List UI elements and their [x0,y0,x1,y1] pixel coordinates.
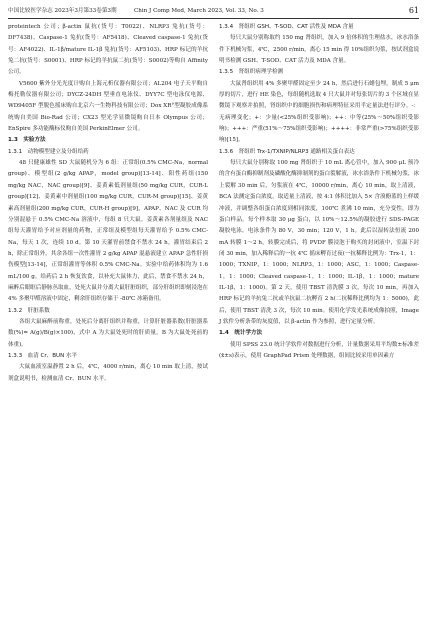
section-heading: 1.3.6 肾组织 Trx-1/TXNIP/NLRP3 通路相关蛋白表达 [219,148,355,155]
section-heading: 1.3.5 肾组织病理学检测 [219,69,284,76]
paragraph: 每只大鼠分别称取约 150 mg 肾组织，加入 9 倍体积的生理盐水，冰水浴条件下机械匀浆，4℃，2500 r/min，离心 15 min 得 10%组织匀浆，按试剂盒说明书检测 GSH、T-SOD、CAT 活力及 MDA 含量。 [219,35,419,65]
paragraph: 48 只健康雄性 SD 大鼠随机分为 6 组：正常组(0.5% CMC-Na，normal group)、模型组(2 g/kg APAP，model group)[13-14]、阳性药组(150 mg/kg NAC，NAC group)[9]、姜黄素低剂量组(50 mg/kg CUR，CUR-L group)[12]、姜黄素中剂量组(100 mg/kg CUR，CUR-M group)[15]、姜黄素高剂量组(200 mg/kg CUR，CUR-H group)[9]，APAP、NAC 及 CUR 均分别混悬于 0.5% CMC-Na 溶液中，每组 8 只大鼠。姜黄素各剂量组及 NAC 组每天灌胃给予对应剂量的药物，正常组及模型组每天灌胃给予 0.5% CMC-Na，每天 1 次，连续 10 d。第 10 天灌胃前禁食不禁水 24 h，灌胃结束后 2 h，除正常组外，其余各组一次性灌胃 2 g/kg APAP 混悬液建立 APAP 急性肝损伤模型[13-14]，正常组灌胃等体积 0.5% CMC-Na。实验中给药体积均为 1.6 mL/100 g。给药后 2 h 恢复饮食，以补充大鼠体力，此后，禁食不禁水 24 h，麻醉后眼眶后静脉丛取血，处死大鼠并分离大鼠肝脏组织，部分肝组织即刻浸泡在 4% 多聚甲醛溶液中固定，剩余肝组织存储于 -80℃ 冰箱备用。 [8,160,208,303]
paragraph: 大鼠血液室温静置 2 h 后，4℃，4000 r/min，离心 10 min 取上清，按试剂盒说明书，检测血清 Cr、BUN 水平。 [8,364,208,382]
journal-title: 中国比较医学杂志 2023年3月第33卷第3期 [8,8,117,14]
left-column [8,22,208,385]
page-number: 61 [408,6,419,15]
paragraph: 各组大鼠麻醉前称重，处死后分离肝组织并称重，计算肝脏器系数(肝脏器系数(%)= A(g)/B(g)×100)，式中 A 为大鼠处死时的肝质量，B 为大鼠处死前的体重)。 [8,318,208,348]
paragraph: 使用 SPSS 23.0 统计学软件对数据进行分析，计量数据采用平均数±标准差(x̄±s)表示，使用 GraphPad Prism 处理数据，组间比较采用单因素方 [219,341,419,359]
paragraph: V5600 紫外分光光度计购自上海元析仪器有限公司；AL204 电子天平购自梅托勒仪器有限公司；DYCZ-24DH 型垂直电泳仪、DYY7C 型电泳仪电源、WD9405F 型脱色摇床购自北京六一生物科技有限公司；Dox XR°型凝胶成像系统购自美国 Bio-Rad 公司；CX23 型光学显微镜购自日本 Olympus 公司；EnSpire 多功能酶标仪购自美国 PerkinElmer 公司。 [8,80,208,133]
journal-title-en: Chin J Comp Med, March 2023, Vol. 33, No. 3 [134,8,264,14]
section-heading: 1.3 实验方法 [8,137,46,144]
page-header [8,4,419,19]
section-heading: 1.3.4 肾组织 GSH、T-SOD、CAT 活性及 MDA 含量 [219,24,354,30]
section-heading: 1.3.1 动物模型建立及分组给药 [8,148,89,155]
section-heading: 1.3.3 血清 Cr、BUN 水平 [8,352,78,359]
section-heading: 1.4 统计学方法 [219,330,263,337]
paragraph: 大鼠肾组织用 4% 多聚甲醛固定至少 24 h，然后进行石蜡包埋，制成 5 μm 厚的切片，进行 HE 染色，每组随机选取 4 只大鼠并对每张切片的 3 个区域在显微镜下观察并拍照，肾组织中的细胞损伤和病理特征采用半定量法进行评分。-：无病理变化；+：少量(<25%组织受影响)；++：中等(25%～50%组织受影响)；+++：严重(51%～75%组织受影响)；++++：非常严重(>75%组织受影响)[15]。 [219,80,419,144]
paragraph: proteintech 公司；β-actin 鼠抗(货号：T0022)、NLRP3 兔抗(货号：DF7438)、Caspase-1 兔抗(货号：AF5418)、Cleaved caspase-1 兔抗(货号：AF4022)、IL-1β/mature IL-1β 兔抗(货号：AF5103)、HRP 标记的羊抗兔二抗(货号：S0001)、HRP 标记的羊抗鼠二抗(货号：S0002)等购自 Affinity 公司。 [8,24,208,76]
right-column [219,22,419,362]
section-heading: 1.3.2 肝脏系数 [8,307,50,314]
paragraph: 每只大鼠分别称取 100 mg 肾组织于 10 mL 离心管中，加入 900 μL 预冷的含有蛋白酶抑制剂及磷酸化酶抑制剂的蛋白裂解液，冰水浴条件下机械匀浆，冰上裂解 30 min 后，匀浆液在 4℃，10000 r/min，离心 10 min，取上清液，BCA 法测定蛋白浓度。取适量上清液，按 4:1 体积比加入 5× 含溴酚蓝的上样缓冲液，并调整各组蛋白浓度到相同浓度，100℃ 煮沸 10 min，充分变性，即为蛋白样品。每个样本取 30 μg 蛋白，以 10%～12.5%的凝胶进行 SDS-PAGE 凝胶电泳。电泳条件为 80 V，30 min；120 V，1 h。此后以湿转法恒流 200 mA 转膜 1～2 h，转膜完成后，将 PVDF 膜浸泡于购买的封闭液中，室温下封闭 30 min，加入稀释后的一抗 4℃ 摇床孵育过夜(一抗稀释比例为：Trx-1，1：1000；TXNIP，1：1000；NLRP3，1：1000；ASC，1：1000；Caspase-1，1：1000；Cleaved caspase-1，1：1000；IL-1β，1：1000；mature IL-1β，1：1000)。第 2 天，使用 TBST 清洗膜 3 次，每次 10 min，再加入 HRP 标记的羊抗兔二抗或羊抗鼠二抗孵育 2 h(二抗稀释比例均为 1：5000)，此后，使用 TBST 清洗 3 次，每次 10 min。使用化学发光系统成像拍照，Image J 软件分析条带的灰度值，以 β-actin 作为参照，进行定量分析。 [219,160,419,325]
